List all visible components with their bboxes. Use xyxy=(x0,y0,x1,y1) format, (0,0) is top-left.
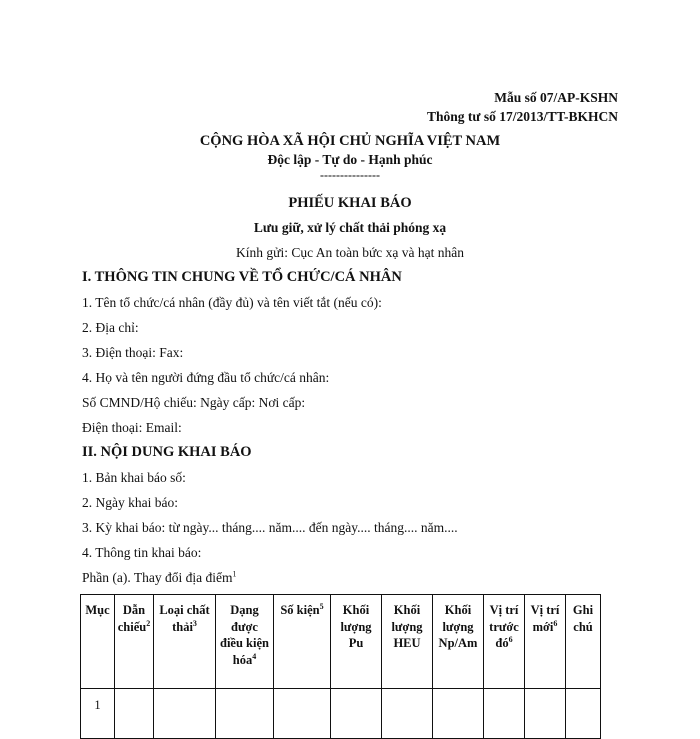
circular-reference: Thông tư số 17/2013/TT-BKHCN xyxy=(426,109,618,124)
field-id-card: Số CMND/Hộ chiếu: Ngày cấp: Nơi cấp: xyxy=(82,395,306,410)
table-cell xyxy=(115,689,154,739)
header-divider: --------------- xyxy=(320,168,380,182)
table-cell: 1 xyxy=(81,689,115,739)
field-declaration-info: 4. Thông tin khai báo: xyxy=(82,545,202,560)
field-org-name: 1. Tên tổ chức/cá nhân (đầy đủ) và tên viết tắt (nếu có): xyxy=(82,295,382,310)
field-declaration-period: 3. Kỳ khai báo: từ ngày... tháng.... năm.... đến ngày.... tháng.... năm.... xyxy=(82,520,458,535)
table-row xyxy=(81,689,601,739)
table-cell xyxy=(382,689,433,739)
table-cell xyxy=(566,689,601,739)
table-cell xyxy=(274,689,331,739)
part-a-heading: Phần (a). Thay đổi địa điểm$^1$ xyxy=(82,569,237,585)
section-1-heading: I. THÔNG TIN CHUNG VỀ TỔ CHỨC/CÁ NHÂN xyxy=(82,269,402,285)
col-item: Mục xyxy=(81,595,115,689)
form-title: PHIẾU KHAI BÁO xyxy=(288,195,412,211)
col-package-count: Số kiện$^5$ xyxy=(274,595,331,689)
table-cell xyxy=(154,689,216,739)
table-cell xyxy=(525,689,566,739)
col-np-am-mass: Khối lượng Np/Am xyxy=(433,595,484,689)
col-pu-mass: Khối lượng Pu xyxy=(331,595,382,689)
field-declaration-date: 2. Ngày khai báo: xyxy=(82,495,178,510)
footnote-ref: 1 xyxy=(232,569,237,579)
col-previous-location: Vị trí trước $đó^6$ xyxy=(484,595,525,689)
col-heu-mass: Khối lượng HEU xyxy=(382,595,433,689)
table-cell xyxy=(484,689,525,739)
table-header-row xyxy=(81,595,601,689)
national-motto: Độc lập - Tự do - Hạnh phúc xyxy=(267,152,433,167)
form-number: Mẫu số 07/AP-KSHN xyxy=(494,90,618,105)
national-title: CỘNG HÒA XÃ HỘI CHỦ NGHĨA VIỆT NAM xyxy=(199,133,501,149)
col-conditioned-form: Dạng được điều kiện hóa$^4$ xyxy=(216,595,274,689)
col-new-location: Vị trí mới$^6$ xyxy=(525,595,566,689)
col-waste-type: Loại chất thải$^3$ xyxy=(154,595,216,689)
col-reference: Dẫn chiếu$^2$ xyxy=(115,595,154,689)
recipient-line: Kính gửi: Cục An toàn bức xạ và hạt nhân xyxy=(236,245,464,260)
table-cell xyxy=(331,689,382,739)
waste-location-table xyxy=(80,594,601,739)
field-address: 2. Địa chỉ: xyxy=(82,320,139,335)
field-phone-fax: 3. Điện thoại: Fax: xyxy=(82,345,184,360)
field-phone-email: Điện thoại: Email: xyxy=(82,420,182,435)
form-subtitle: Lưu giữ, xử lý chất thải phóng xạ xyxy=(253,220,447,235)
field-declaration-number: 1. Bản khai báo số: xyxy=(82,470,186,485)
table-cell xyxy=(216,689,274,739)
col-notes: Ghi chú xyxy=(566,595,601,689)
table-cell xyxy=(433,689,484,739)
field-head-name: 4. Họ và tên người đứng đầu tổ chức/cá nhân: xyxy=(82,370,330,385)
section-2-heading: II. NỘI DUNG KHAI BÁO xyxy=(82,444,252,460)
